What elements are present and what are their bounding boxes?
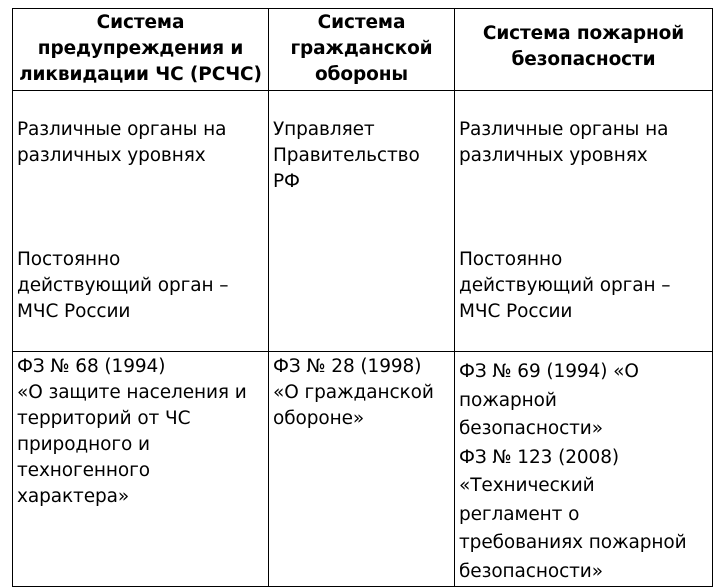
organs-row [13,91,713,352]
laws-row [13,352,713,587]
organs-fire-permanent: Постоянно действующий орган – МЧС России [459,249,671,322]
organs-rschs-levels: Различные органы на различных уровнях [17,119,227,166]
organs-civil-defense-text: Управляет Правительство РФ [273,119,420,192]
organs-fire-levels: Различные органы на различных уровнях [459,119,669,166]
cell-spacer [459,195,708,221]
header-rschs: Система предупреждения и ликвидации ЧС (РСЧС) [13,9,269,91]
header-fire-safety: Система пожарной безопасности [455,9,713,91]
law-fire-safety: ФЗ № 69 (1994) «О пожарной безопасности» ФЗ № 123 (2008) «Технический регламент о требованиях пожарной безопасности» [455,352,713,587]
organs-fire-safety-cell [455,91,713,352]
header-row [13,9,713,91]
law-rschs: ФЗ № 68 (1994) «О защите населения и территорий от ЧС природного и техногенного характера» [13,352,269,587]
organs-rschs-permanent: Постоянно действующий орган – МЧС России [17,249,229,322]
cell-spacer [17,195,264,221]
organs-civil-defense-cell [269,91,455,352]
organs-rschs-cell [13,91,269,352]
header-civil-defense: Система гражданской обороны [269,9,455,91]
law-civil-defense: ФЗ № 28 (1998) «О гражданской обороне» [269,352,455,587]
comparison-table [12,8,713,587]
